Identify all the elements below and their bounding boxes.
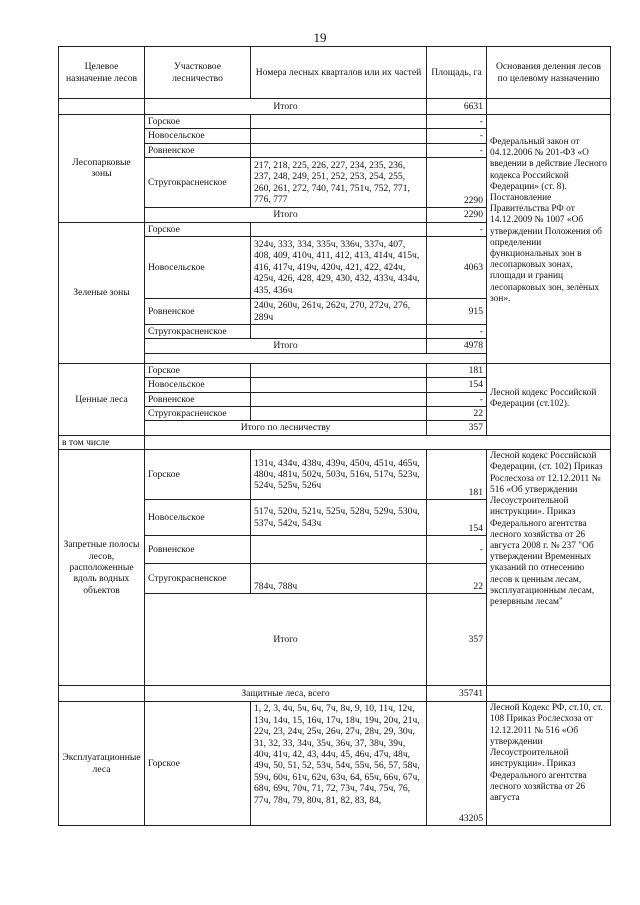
quarters-cell: 240ч, 260ч, 261ч, 262ч, 270, 272ч, 276, 289ч <box>251 299 427 325</box>
area-cell: - <box>427 536 487 564</box>
basis-cell: Лесной Кодекс РФ, ст.10, ст. 108 Приказ Рослесхоза от 12.12.2011 № 516 «Об утверждении Лесоустроительной инструкции». Приказ Федерального агентства лесного хозяйства от 26 августа <box>487 702 611 826</box>
subtotal-label: Итого <box>145 594 427 686</box>
forestry-cell: Горское <box>145 222 251 236</box>
protective-total-area: 35741 <box>427 686 487 702</box>
subtotal-label: Итого по лесничеству <box>145 421 427 435</box>
basis-cell: Лесной кодекс Российской Федерации (ст.102). <box>487 363 611 435</box>
forestry-cell: Стругокрасненское <box>145 564 251 594</box>
subtotal-label: Итого <box>145 208 427 222</box>
table-row <box>59 686 611 702</box>
area-cell: 22 <box>427 564 487 594</box>
table-row <box>59 115 611 129</box>
forestry-cell: Горское <box>145 702 251 826</box>
page-number: 19 <box>313 30 327 45</box>
subtotal-area: 357 <box>427 421 487 435</box>
total-area: 6631 <box>427 99 487 115</box>
purpose-cell: Эксплуатационные леса <box>59 702 145 826</box>
forestry-cell: Ровненское <box>145 392 251 406</box>
subtotal-area: 2290 <box>427 208 487 222</box>
purpose-cell: Лесопарковые зоны <box>59 115 145 223</box>
quarters-cell: 1, 2, 3, 4ч, 5ч, 6ч, 7ч, 8ч, 9, 10, 11ч, 12ч, 13ч, 14ч, 15, 16ч, 17ч, 18ч, 19ч, 20ч, 21ч, 22ч, 23, 24ч, 25ч, 26ч, 27ч, 28ч, 29, 30ч, 31, 32, 33, 34ч, 35ч, 36ч, 37, 38ч, 39ч, 40ч, 41ч, 42, 43, 44ч, 45, 46ч, 47ч, 48ч, 49ч, 50, 51, 52, 53ч, 54ч, 55ч, 56, 57, 58ч, 59ч, 60ч, 61ч, 62ч, 63ч, 64, 65ч, 66ч, 67ч, 68ч, 69ч, 70ч, 71, 72, 73ч, 74ч, 75ч, 76, 77ч, 78ч, 79, 80ч, 81, 82, 83, 84, <box>251 702 427 826</box>
forestry-cell: Ровненское <box>145 299 251 325</box>
including-label: в том числе <box>59 435 145 449</box>
purpose-cell: Запретные полосы лесов, расположенные вдоль водных объектов <box>59 450 145 686</box>
area-cell: - <box>427 325 487 339</box>
area-cell: 154 <box>427 500 487 536</box>
quarters-cell: 517ч, 520ч, 521ч, 525ч, 528ч, 529ч, 530ч, 537ч, 542ч, 543ч <box>251 500 427 536</box>
quarters-cell: 784ч, 788ч <box>251 564 427 594</box>
subtotal-area: 357 <box>427 594 487 686</box>
header-forestry: Участковое лесничество <box>145 47 251 99</box>
quarters-cell: 324ч, 333, 334, 335ч, 336ч, 337ч, 407, 408, 409, 410ч, 411, 412, 413, 414ч, 415ч, 416, 417ч, 419ч, 420ч, 421, 422, 424ч, 425ч, 426, 428, 429, 430, 432, 433ч, 434ч, 435, 436ч <box>251 237 427 299</box>
total-label: Итого <box>145 99 427 115</box>
header-area: Площадь, га <box>427 47 487 99</box>
forestry-cell: Горское <box>145 450 251 500</box>
quarters-cell: 217, 218, 225, 226, 227, 234, 235, 236, 237, 248, 249, 251, 252, 253, 254, 255, 260, 261, 272, 740, 741, 751ч, 752, 771, 776, 777 <box>251 158 427 208</box>
forestry-cell: Ровненское <box>145 143 251 157</box>
forestry-cell: Стругокрасненское <box>145 325 251 339</box>
forestry-cell: Новосельское <box>145 378 251 392</box>
area-cell: 2290 <box>427 158 487 208</box>
forestry-cell: Стругокрасненское <box>145 158 251 208</box>
area-cell: 154 <box>427 378 487 392</box>
forest-purpose-table <box>58 46 611 826</box>
header-basis: Основания деления лесов по целевому назначению <box>487 47 611 99</box>
forestry-cell: Ровненское <box>145 536 251 564</box>
table-row <box>59 363 611 377</box>
area-cell: 915 <box>427 299 487 325</box>
forestry-cell: Стругокрасненское <box>145 407 251 421</box>
area-cell: 181 <box>427 363 487 377</box>
quarters-cell: 131ч, 434ч, 438ч, 439ч, 450ч, 451ч, 465ч, 480ч, 481ч, 502ч, 503ч, 516ч, 517ч, 523ч, 524ч, 525ч, 526ч <box>251 450 427 500</box>
area-cell: - <box>427 129 487 143</box>
forestry-cell: Горское <box>145 363 251 377</box>
forestry-cell: Горское <box>145 115 251 129</box>
subtotal-area: 4978 <box>427 339 487 353</box>
purpose-cell: Зеленые зоны <box>59 222 145 363</box>
header-purpose: Целевое назначение лесов <box>59 47 145 99</box>
protective-total-label: Защитные леса, всего <box>145 686 427 702</box>
purpose-cell: Ценные леса <box>59 363 145 435</box>
area-cell: 43205 <box>427 702 487 826</box>
area-cell: - <box>427 392 487 406</box>
header-quarters: Номера лесных кварталов или их частей <box>251 47 427 99</box>
basis-cell: Лесной кодекс Российской Федерации, (ст. 102) Приказ Рослесхоза от 12.12.2011 № 516 «Об утверждении Лесоустроительной инструкции». Приказ Федерального агентства лесного хозяйства от 26 августа 2008 г. № 237 "Об утверждении Временных указаний по отнесению лесов к ценным лесам, эксплуатационным лесам, резервным лесам" <box>487 450 611 686</box>
table-row <box>59 702 611 826</box>
area-cell: 181 <box>427 450 487 500</box>
area-cell: - <box>427 222 487 236</box>
area-cell: 4063 <box>427 237 487 299</box>
table-row <box>59 435 611 449</box>
area-cell: 22 <box>427 407 487 421</box>
basis-cell: Федеральный закон от 04.12.2006 № 201-ФЗ «О введении в действие Лесного кодекса Российской Федерации» (ст. 8). Постановление Правительства РФ от 14.12.2009 № 1007 «Об утверждении Положения об определении функциональных зон в лесопарковых зонах, площади и границ лесопарковых зон, зелёных зон». <box>487 115 611 364</box>
area-cell: - <box>427 115 487 129</box>
table-row <box>59 99 611 115</box>
area-cell: - <box>427 143 487 157</box>
forestry-cell: Новосельское <box>145 237 251 299</box>
table-row <box>59 450 611 500</box>
forestry-cell: Новосельское <box>145 500 251 536</box>
subtotal-label: Итого <box>145 339 427 353</box>
forestry-cell: Новосельское <box>145 129 251 143</box>
